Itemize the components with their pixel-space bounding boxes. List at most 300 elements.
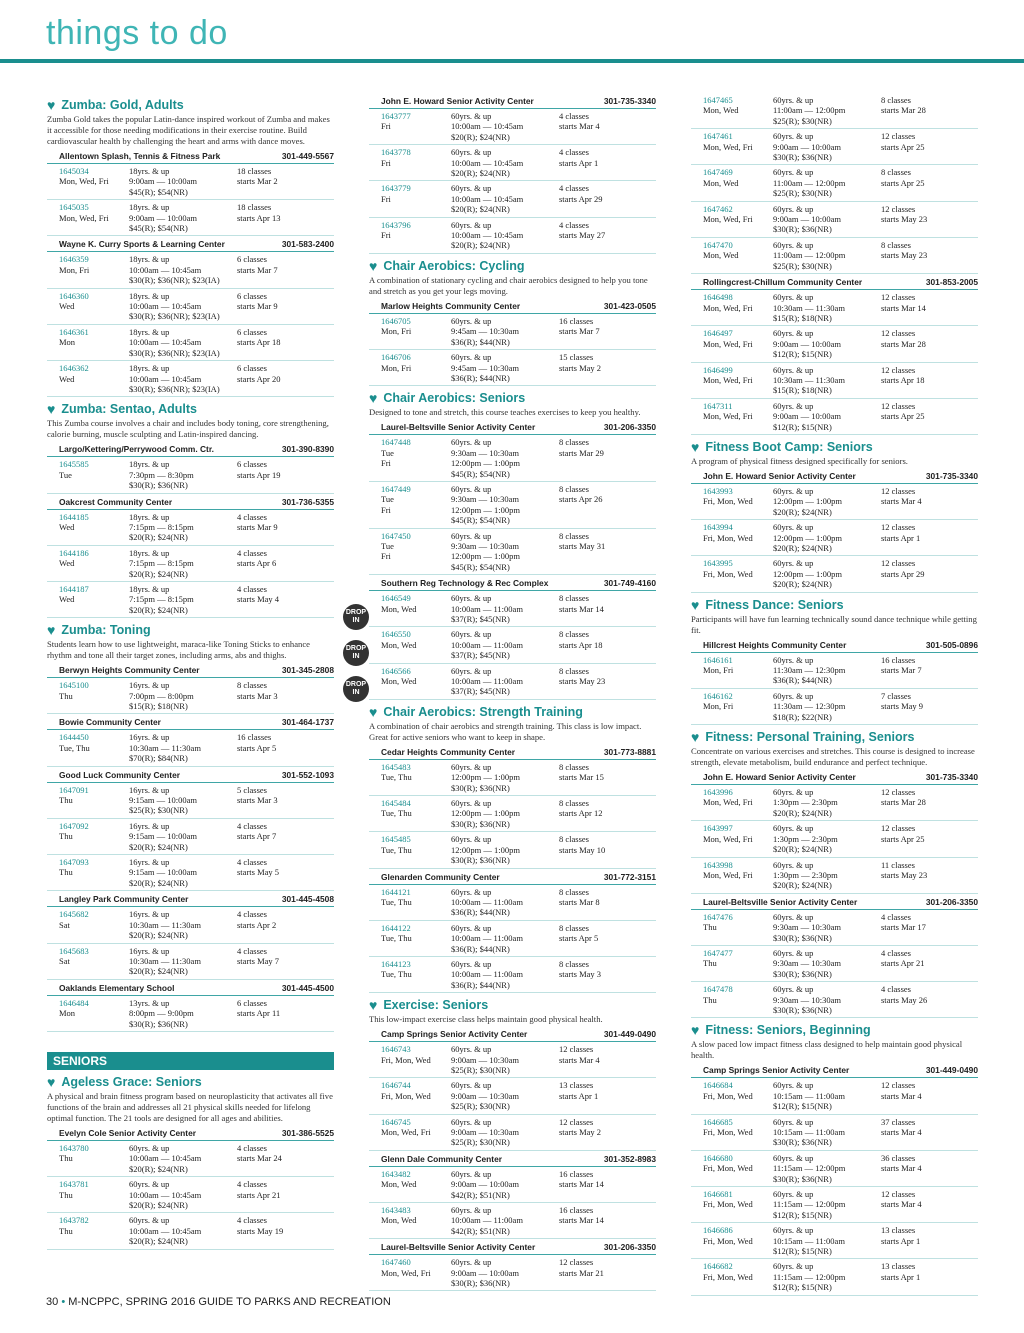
- location-phone: 301-390-8390: [281, 444, 334, 455]
- class-code[interactable]: 1643779: [381, 183, 411, 194]
- class-count: 6 classes: [237, 326, 267, 337]
- class-code[interactable]: 1646162: [703, 690, 733, 701]
- class-code[interactable]: 1645035: [59, 202, 89, 213]
- class-schedule-cell: [237, 1143, 334, 1174]
- class-code[interactable]: 1647460: [381, 1257, 411, 1268]
- class-id-cell: [703, 787, 773, 818]
- class-code[interactable]: 1647449: [381, 483, 411, 494]
- class-time: 10:00am — 10:45am: [451, 230, 524, 241]
- class-fee: $70(R); $84(NR): [129, 753, 188, 764]
- class-id-cell: [59, 202, 129, 233]
- class-fee: $20(R); $24(NR): [129, 1236, 188, 1247]
- class-code[interactable]: 1645483: [381, 761, 411, 772]
- class-count: 12 classes: [881, 823, 916, 834]
- class-detail-cell: [773, 1189, 881, 1220]
- class-start: starts Apr 11: [237, 1008, 281, 1019]
- class-start: starts Apr 20: [237, 373, 281, 384]
- location-phone: 301-423-0505: [603, 300, 656, 311]
- location-name: Marlow Heights Community Center: [381, 300, 521, 311]
- class-code[interactable]: 1645034: [59, 166, 89, 176]
- class-row: [369, 832, 656, 868]
- class-fee: $25(R); $30(NR): [451, 1064, 510, 1075]
- class-code[interactable]: 1644122: [381, 922, 411, 933]
- class-code[interactable]: 1643483: [381, 1205, 411, 1216]
- location-name: John E. Howard Senior Activity Center: [381, 96, 534, 106]
- class-code[interactable]: 1646359: [59, 254, 89, 265]
- class-id-cell: [703, 948, 773, 979]
- location-phone: 301-735-3340: [925, 772, 978, 783]
- class-age: 16yrs. & up: [129, 680, 170, 691]
- class-id-cell: [703, 823, 773, 854]
- class-row: [369, 1115, 656, 1151]
- class-code[interactable]: 1646680: [703, 1152, 733, 1163]
- class-code[interactable]: 1646497: [703, 328, 733, 339]
- class-code[interactable]: 1643996: [703, 787, 733, 798]
- class-schedule-cell: [559, 1169, 656, 1200]
- class-code[interactable]: 1647462: [703, 203, 733, 214]
- class-age: 60yrs. & up: [451, 1116, 492, 1127]
- class-schedule-cell: [237, 363, 334, 394]
- class-days: Thu: [59, 1225, 73, 1236]
- class-code[interactable]: 1644123: [381, 958, 411, 969]
- class-id-cell: [703, 204, 773, 235]
- class-fee: $20(R); $24(NR): [451, 204, 510, 215]
- class-id-cell: [703, 167, 773, 198]
- class-code[interactable]: 1647448: [381, 437, 411, 448]
- class-id-cell: [381, 484, 451, 526]
- location-header: [47, 768, 334, 783]
- class-id-cell: [59, 680, 129, 711]
- class-id-cell: [703, 1080, 773, 1111]
- class-detail-cell: [773, 984, 881, 1015]
- class-code[interactable]: 1645682: [59, 909, 89, 920]
- class-fee: $20(R); $24(NR): [773, 543, 832, 553]
- class-days: Sat: [59, 955, 70, 966]
- class-detail-cell: [129, 785, 237, 816]
- class-code[interactable]: 1647091: [59, 784, 89, 795]
- class-time: 10:30am — 11:30am: [129, 742, 201, 753]
- class-detail-cell: [773, 1153, 881, 1184]
- class-time: 10:00am — 11:00am: [451, 603, 523, 614]
- location-header: [691, 1063, 978, 1078]
- class-count: 4 classes: [881, 911, 911, 922]
- class-count: 4 classes: [237, 909, 267, 920]
- class-fee: $30(R); $36(NR): [773, 968, 832, 979]
- class-code[interactable]: 1643482: [381, 1168, 411, 1179]
- class-code[interactable]: 1647092: [59, 820, 89, 831]
- location-phone: 301-445-4500: [281, 982, 334, 993]
- location-phone: 301-386-5525: [281, 1127, 334, 1138]
- class-code[interactable]: 1643997: [703, 823, 733, 834]
- class-start: starts Apr 1: [881, 1271, 921, 1282]
- class-fee: $20(R); $24(NR): [773, 506, 832, 517]
- class-detail-cell: [773, 401, 881, 432]
- class-code[interactable]: 1646705: [381, 315, 411, 326]
- class-days: Mon, Wed: [381, 676, 417, 687]
- class-code[interactable]: 1646682: [703, 1261, 733, 1272]
- class-code[interactable]: 1645585: [59, 459, 89, 470]
- class-time: 7:15pm — 8:15pm: [129, 521, 194, 532]
- section-title: Zumba: Toning: [61, 623, 151, 638]
- class-detail-cell: [451, 959, 559, 990]
- class-time: 9:45am — 10:30am: [451, 362, 519, 373]
- class-code[interactable]: 1646685: [703, 1116, 733, 1127]
- section-description: Participants will have fun learning technically sound dance technique while getting fit.: [691, 613, 977, 635]
- class-code[interactable]: 1646566: [381, 665, 411, 676]
- class-start: starts May 26: [881, 994, 928, 1005]
- class-detail-cell: [451, 834, 559, 865]
- class-fee: $36(R); $44(NR): [773, 675, 832, 686]
- class-code[interactable]: 1647465: [703, 95, 733, 105]
- class-code[interactable]: 1647311: [703, 400, 733, 411]
- class-code[interactable]: 1646686: [703, 1225, 733, 1236]
- location-phone: 301-552-1093: [281, 769, 334, 780]
- class-row: [369, 664, 656, 700]
- class-days: Tue Fri: [381, 494, 394, 515]
- class-row: [47, 582, 334, 618]
- class-schedule-cell: [881, 948, 978, 979]
- class-count: 12 classes: [881, 131, 916, 142]
- class-code[interactable]: 1647469: [703, 167, 733, 178]
- class-schedule-cell: [237, 166, 334, 197]
- class-days: Tue, Thu: [381, 969, 412, 980]
- class-code[interactable]: 1646684: [703, 1080, 733, 1091]
- class-code[interactable]: 1643777: [381, 111, 411, 121]
- class-schedule-cell: [559, 352, 656, 383]
- class-code[interactable]: 1647478: [703, 984, 733, 995]
- class-days: Mon, Wed: [703, 250, 739, 261]
- class-row: [369, 218, 656, 254]
- class-code[interactable]: 1647470: [703, 239, 733, 250]
- class-start: starts Mar 15: [559, 772, 604, 783]
- class-count: 12 classes: [881, 1189, 916, 1200]
- drop-in-line2: IN: [352, 617, 360, 624]
- class-fee: $30(R); $36(NR): [773, 932, 832, 943]
- class-count: 13 classes: [881, 1225, 916, 1236]
- class-detail-cell: [451, 629, 559, 660]
- class-start: starts Apr 5: [559, 933, 599, 944]
- class-schedule-cell: [237, 909, 334, 940]
- class-age: 60yrs. & up: [129, 1215, 170, 1226]
- class-count: 4 classes: [237, 820, 267, 831]
- class-days: Fri, Mon, Wed: [703, 1271, 753, 1282]
- class-code[interactable]: 1646498: [703, 292, 733, 303]
- class-start: starts Mar 17: [881, 922, 926, 933]
- class-code[interactable]: 1644186: [59, 547, 89, 558]
- class-id-cell: [703, 1117, 773, 1148]
- class-start: starts Apr 1: [559, 157, 599, 168]
- class-row: [691, 363, 978, 399]
- class-count: 8 classes: [559, 629, 589, 640]
- class-days: Tue, Thu: [381, 933, 412, 944]
- class-row: [369, 314, 656, 350]
- class-count: 8 classes: [559, 593, 589, 604]
- class-start: starts Mar 3: [237, 795, 278, 806]
- location-name: Hillcrest Heights Community Center: [703, 639, 847, 650]
- class-code[interactable]: 1644121: [381, 886, 411, 897]
- section-description: Zumba Gold takes the popular Latin-dance inspired workout of Zumba and makes it accessible for those needing modifications in their exercise routine. Build cardiovascular health by challenging the heart and arms with dance moves.: [47, 114, 330, 146]
- class-schedule-cell: [237, 946, 334, 977]
- class-time: 9:00am — 10:00am: [451, 1267, 519, 1278]
- class-code[interactable]: 1646745: [381, 1116, 411, 1127]
- section-description: Students learn how to use lightweight, maraca-like Toning Sticks to enhance rhythm and tone all their target zones, including arms, abs and thighs.: [47, 639, 310, 661]
- class-time: 10:00am — 10:45am: [129, 337, 202, 348]
- class-count: 15 classes: [559, 352, 594, 363]
- class-code[interactable]: 1643780: [59, 1142, 89, 1153]
- class-code[interactable]: 1646706: [381, 352, 411, 363]
- class-start: starts May 2: [559, 1127, 602, 1137]
- class-code[interactable]: 1646362: [59, 363, 89, 374]
- class-schedule-cell: [237, 785, 334, 816]
- class-id-cell: [59, 548, 129, 579]
- class-code[interactable]: 1646161: [703, 654, 733, 665]
- section-description: This Zumba course involves a chair and includes body toning, core strengthening, calorie burning, muscle sculpting and Latin-inspired dancing.: [47, 418, 329, 440]
- class-code[interactable]: 1646550: [381, 629, 411, 640]
- class-detail-cell: [773, 1261, 881, 1292]
- class-row: [369, 796, 656, 832]
- class-age: 18yrs. & up: [129, 583, 170, 594]
- class-code[interactable]: 1643778: [381, 147, 411, 158]
- class-row: [369, 145, 656, 181]
- page-title: things to do: [46, 14, 228, 52]
- class-id-cell: [381, 923, 451, 954]
- class-row: [691, 946, 978, 982]
- class-time: 11:15am — 12:00pm: [773, 1271, 846, 1282]
- footer-separator: •: [61, 1296, 66, 1308]
- class-detail-cell: [129, 680, 237, 711]
- class-detail-cell: [451, 1205, 559, 1236]
- class-start: starts Apr 21: [237, 1189, 281, 1200]
- drop-in-line1: DROP: [345, 681, 367, 688]
- class-count: 12 classes: [881, 292, 916, 303]
- class-count: 8 classes: [559, 886, 589, 897]
- class-code[interactable]: 1646499: [703, 364, 733, 375]
- class-fee: $30(R); $36(NR): [773, 1137, 832, 1148]
- class-age: 60yrs. & up: [773, 522, 814, 533]
- class-age: 60yrs. & up: [773, 95, 814, 105]
- class-code[interactable]: 1645100: [59, 680, 89, 691]
- class-time: 12:00pm — 1:00pm: [773, 568, 842, 579]
- class-days: Mon, Wed: [703, 105, 739, 116]
- class-age: 60yrs. & up: [773, 654, 814, 665]
- class-count: 6 classes: [237, 363, 267, 374]
- class-schedule-cell: [881, 328, 978, 359]
- class-detail-cell: [773, 365, 881, 396]
- class-time: 10:00am — 10:45am: [129, 373, 202, 384]
- class-id-cell: [381, 762, 451, 793]
- class-code[interactable]: 1646744: [381, 1080, 411, 1091]
- class-code[interactable]: 1646549: [381, 593, 411, 604]
- class-start: starts Mar 29: [559, 447, 604, 458]
- class-id-cell: [703, 1189, 773, 1220]
- class-row: [47, 252, 334, 288]
- class-row: [691, 982, 978, 1018]
- class-start: starts May 9: [881, 701, 924, 712]
- page-footer: [46, 1296, 391, 1308]
- class-start: starts Mar 4: [881, 1090, 922, 1101]
- class-age: 16yrs. & up: [129, 857, 170, 868]
- class-age: 60yrs. & up: [451, 665, 492, 676]
- class-code[interactable]: 1647477: [703, 947, 733, 958]
- class-start: starts Mar 14: [559, 1215, 604, 1226]
- class-schedule-cell: [237, 1215, 334, 1246]
- class-fee: $25(R); $30(NR): [129, 805, 188, 816]
- class-detail-cell: [129, 857, 237, 888]
- class-start: starts Mar 4: [559, 121, 600, 132]
- class-row: [47, 1177, 334, 1213]
- class-code[interactable]: 1643993: [703, 485, 733, 496]
- class-count: 8 classes: [559, 483, 589, 494]
- heart-icon: ♥: [369, 257, 378, 274]
- class-fee: $20(R); $24(NR): [129, 1199, 188, 1210]
- class-id-cell: [381, 1169, 451, 1200]
- class-detail-cell: [773, 1225, 881, 1256]
- class-code[interactable]: 1646743: [381, 1044, 411, 1055]
- class-row: [369, 627, 656, 663]
- class-time: 9:30am — 10:30am: [773, 922, 841, 933]
- drop-in-line2: IN: [352, 653, 360, 660]
- class-count: 4 classes: [237, 857, 267, 868]
- class-code[interactable]: 1647476: [703, 911, 733, 922]
- heart-icon: ♥: [47, 97, 56, 113]
- class-days: Fri, Mon, Wed: [703, 496, 753, 507]
- class-days: Fri, Mon, Wed: [703, 1163, 753, 1174]
- class-code[interactable]: 1644187: [59, 583, 89, 594]
- class-code[interactable]: 1646360: [59, 290, 89, 301]
- location-name: Rollingcrest-Chillum Community Center: [703, 277, 863, 288]
- class-code[interactable]: 1644450: [59, 732, 89, 743]
- class-id-cell: [381, 1044, 451, 1075]
- class-count: 4 classes: [237, 583, 267, 594]
- class-age: 60yrs. & up: [451, 761, 492, 772]
- class-schedule-cell: [237, 459, 334, 490]
- class-code[interactable]: 1645683: [59, 945, 89, 956]
- class-fee: $20(R); $24(NR): [773, 880, 832, 891]
- class-detail-cell: [129, 254, 237, 285]
- class-detail-cell: [451, 1169, 559, 1200]
- class-detail-cell: [451, 666, 559, 697]
- class-code[interactable]: 1647450: [381, 530, 411, 541]
- class-detail-cell: [451, 593, 559, 624]
- class-id-cell: [59, 857, 129, 888]
- footer-text: M-NCPPC, SPRING 2016 GUIDE TO PARKS AND RECREATION: [68, 1296, 391, 1308]
- class-code[interactable]: 1646361: [59, 326, 89, 337]
- class-id-cell: [703, 1153, 773, 1184]
- class-time: 9:15am — 10:00am: [129, 795, 197, 806]
- class-time: 9:30am — 10:30am: [773, 994, 841, 1005]
- class-start: starts May 3: [559, 969, 602, 980]
- class-time: 10:00am — 10:45am: [129, 1225, 202, 1236]
- class-time: 10:00am — 10:45am: [129, 1189, 202, 1200]
- class-code[interactable]: 1643998: [703, 859, 733, 870]
- class-fee: $45(R); $54(NR): [451, 468, 510, 479]
- class-code[interactable]: 1645484: [381, 798, 411, 809]
- class-start: starts May 10: [559, 844, 606, 855]
- class-days: Fri, Mon, Wed: [703, 568, 753, 579]
- class-detail-cell: [451, 1080, 559, 1111]
- class-count: 8 classes: [881, 167, 911, 178]
- class-detail-cell: [773, 131, 881, 162]
- class-days: Tue Fri: [381, 540, 394, 562]
- class-code[interactable]: 1643796: [381, 219, 411, 230]
- heart-icon: ♥: [47, 622, 56, 639]
- class-time: 10:00am — 11:00am: [451, 676, 523, 687]
- class-detail-cell: [451, 147, 559, 178]
- class-code[interactable]: 1647461: [703, 131, 733, 142]
- class-schedule-cell: [881, 95, 978, 126]
- class-code[interactable]: 1643994: [703, 522, 733, 533]
- class-age: 60yrs. & up: [451, 1205, 492, 1216]
- class-start: starts Mar 28: [881, 797, 926, 808]
- class-days: Fri, Mon, Wed: [703, 532, 753, 543]
- class-schedule-cell: [559, 183, 656, 214]
- class-start: starts May 2: [559, 362, 602, 373]
- class-age: 60yrs. & up: [773, 292, 814, 303]
- class-row: [691, 399, 978, 435]
- section-description: A combination of stationary cycling and chair aerobics designed to help you tone and stretch as you get your legs moving.: [369, 274, 648, 296]
- page-number: 30: [46, 1296, 59, 1308]
- location-header: [369, 299, 656, 314]
- class-code[interactable]: 1646681: [703, 1189, 733, 1200]
- class-detail-cell: [451, 762, 559, 793]
- class-time: 10:30am — 11:30am: [129, 955, 201, 966]
- class-code[interactable]: 1643781: [59, 1179, 89, 1190]
- class-id-cell: [703, 486, 773, 517]
- class-start: starts Apr 25: [881, 833, 925, 844]
- class-start: starts Apr 5: [237, 742, 277, 753]
- class-schedule-cell: [881, 860, 978, 891]
- class-detail-cell: [451, 352, 559, 383]
- class-id-cell: [381, 666, 451, 697]
- class-schedule-cell: [881, 1080, 978, 1111]
- class-row: [691, 1259, 978, 1295]
- class-start: starts May 23: [881, 214, 928, 225]
- class-age: 60yrs. & up: [773, 1080, 814, 1091]
- class-row: [691, 1187, 978, 1223]
- class-start: starts Mar 24: [237, 1153, 282, 1164]
- location-phone: 301-749-4160: [603, 578, 656, 589]
- class-days: Fri, Mon, Wed: [703, 1199, 753, 1210]
- class-time: 9:00am — 10:30am: [451, 1054, 519, 1065]
- class-age: 16yrs. & up: [129, 945, 170, 956]
- class-id-cell: [59, 254, 129, 285]
- class-start: starts Mar 4: [559, 1054, 600, 1065]
- class-code[interactable]: 1647093: [59, 857, 89, 868]
- class-code[interactable]: 1645485: [381, 834, 411, 845]
- class-code[interactable]: 1643782: [59, 1215, 89, 1226]
- class-schedule-cell: [559, 666, 656, 697]
- class-schedule-cell: [881, 558, 978, 589]
- class-time: 11:30am — 12:30pm: [773, 701, 846, 712]
- class-time: 9:00am — 10:00am: [773, 338, 841, 349]
- class-code[interactable]: 1643995: [703, 558, 733, 569]
- class-schedule-cell: [237, 998, 334, 1029]
- class-row: [691, 520, 978, 556]
- class-days: Wed: [59, 594, 75, 605]
- class-count: 12 classes: [881, 485, 916, 496]
- class-fee: $45(R); $54(NR): [129, 223, 188, 234]
- class-age: 60yrs. & up: [451, 111, 492, 121]
- class-id-cell: [59, 946, 129, 977]
- class-code[interactable]: 1644185: [59, 511, 89, 522]
- class-fee: $25(R); $30(NR): [451, 1137, 510, 1148]
- section-title: Chair Aerobics: Seniors: [383, 391, 526, 406]
- class-code[interactable]: 1646484: [59, 997, 89, 1008]
- location-name: Bowie Community Center: [59, 717, 161, 728]
- section-description: A combination of chair aerobics and strength training. This class is low impact. Great for active seniors who want to keep in shape.: [369, 720, 642, 742]
- class-schedule-cell: [881, 131, 978, 162]
- class-row: [47, 457, 334, 493]
